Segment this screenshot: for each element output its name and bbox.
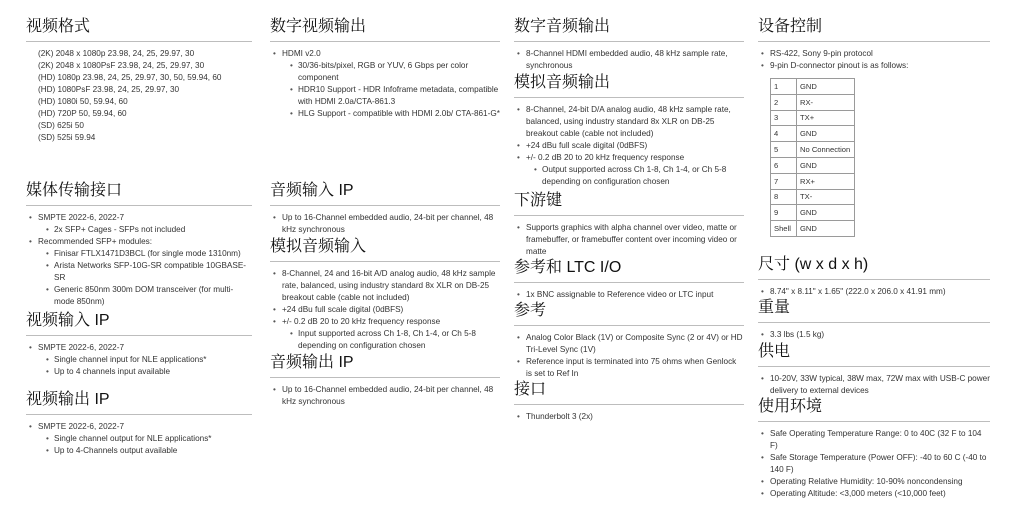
section-title: 媒体传输接口 — [26, 180, 252, 206]
list-item: • 8-Channel, 24 and 16-bit A/D analog audio, 48 kHz sample rate, balanced, using industry standard 8x XLR on DB-25 breakout cable (cable not included) — [270, 268, 500, 304]
list-item: • Generic 850nm 300m DOM transceiver (for multi-mode 850nm) — [26, 284, 252, 308]
list-item: • 1x BNC assignable to Reference video or LTC input — [514, 289, 744, 301]
table-row: 5 No Connection — [771, 142, 855, 158]
list-item: • Up to 4-Channels output available — [26, 445, 252, 457]
section-title: 模拟音频输出 — [514, 72, 744, 98]
section-analog-audio-out — [514, 72, 744, 188]
section-title: 音频输出 IP — [270, 352, 500, 378]
section-video-formats — [26, 16, 252, 144]
section-interface — [514, 379, 744, 423]
section-title: 视频输出 IP — [26, 389, 252, 415]
list-item: • Thunderbolt 3 (2x) — [514, 411, 744, 423]
table-row: 6 GND — [771, 157, 855, 173]
section-title: 尺寸 (w x d x h) — [758, 254, 990, 280]
list-item: • 8-Channel HDMI embedded audio, 48 kHz sample rate, synchronous — [514, 48, 744, 72]
section-device-control — [758, 16, 990, 237]
list-item: • +/- 0.2 dB 20 to 20 kHz frequency response — [270, 316, 500, 328]
section-title: 使用环境 — [758, 396, 990, 422]
section-title: 下游键 — [514, 190, 744, 216]
list-item: • Reference input is terminated into 75 ohms when Genlock is set to Ref In — [514, 356, 744, 380]
list-item: • Operating Relative Humidity: 10-90% noncondensing — [758, 476, 990, 488]
list-item: (2K) 2048 x 1080p 23.98, 24, 25, 29.97, 30 — [38, 49, 195, 58]
table-row: 2 RX- — [771, 94, 855, 110]
list-item: • Safe Storage Temperature (Power OFF): -40 to 60 C (-40 to 140 F) — [758, 452, 990, 476]
section-title: 数字音频输出 — [514, 16, 744, 42]
section-audio-out-ip — [270, 352, 500, 408]
list-item: • SMPTE 2022-6, 2022-7 — [26, 342, 252, 354]
section-downstream-key — [514, 190, 744, 258]
list-item: • +/- 0.2 dB 20 to 20 kHz frequency response — [514, 152, 744, 164]
list-item: (HD) 1080PsF 23.98, 24, 25, 29.97, 30 — [38, 85, 180, 94]
list-item: • Input supported across Ch 1-8, Ch 1-4, or Ch 5-8 depending on configuration chosen — [270, 328, 500, 352]
list-item: • +24 dBu full scale digital (0dBFS) — [514, 140, 744, 152]
list-item: (SD) 525i 59.94 — [38, 133, 96, 142]
list-item: • 3.3 lbs (1.5 kg) — [758, 329, 990, 341]
list-item: • Up to 16-Channel embedded audio, 24-bit per channel, 48 kHz synchronous — [270, 384, 500, 408]
list-item: • HDR10 Support - HDR Infoframe metadata, compatible with HDMI 2.0a/CTA-861.3 — [270, 84, 500, 108]
section-title: 设备控制 — [758, 16, 990, 42]
table-row: 4 GND — [771, 126, 855, 142]
section-environment — [758, 396, 990, 500]
section-reference — [514, 300, 744, 380]
list-item: • 8.74" x 8.11" x 1.65" (222.0 x 206.0 x 41.91 mm) — [758, 286, 990, 298]
table-row: 3 TX+ — [771, 110, 855, 126]
list-item: • HLG Support - compatible with HDMI 2.0b/ CTA-861-G* — [270, 108, 500, 120]
section-power — [758, 341, 990, 397]
table-row: Shell GND — [771, 221, 855, 237]
list-item: • SMPTE 2022-6, 2022-7 — [26, 421, 252, 433]
list-item: • Safe Operating Temperature Range: 0 to 40C (32 F to 104 F) — [758, 428, 990, 452]
table-row: 9 GND — [771, 205, 855, 221]
section-title: 接口 — [514, 379, 744, 405]
list-item: • Operating Altitude: <3,000 meters (<10,000 feet) — [758, 488, 990, 500]
list-item: • Single channel output for NLE applications* — [26, 433, 252, 445]
pinout-table — [770, 78, 855, 237]
list-item: (HD) 1080p 23.98, 24, 25, 29.97, 30, 50, 59.94, 60 — [38, 73, 222, 82]
section-digital-audio-out — [514, 16, 744, 72]
section-title: 供电 — [758, 341, 990, 367]
section-media-interface — [26, 180, 252, 308]
section-title: 数字视频输出 — [270, 16, 500, 42]
list-item: • Analog Color Black (1V) or Composite Sync (2 or 4V) or HD Tri-Level Sync (1V) — [514, 332, 744, 356]
list-item: (HD) 1080i 50, 59.94, 60 — [38, 97, 128, 106]
section-video-out-ip — [26, 389, 252, 457]
section-analog-audio-in — [270, 236, 500, 352]
list-item: • 9-pin D-connector pinout is as follows: — [758, 60, 990, 72]
list-item: • Recommended SFP+ modules: — [26, 236, 252, 248]
section-video-in-ip — [26, 310, 252, 378]
list-item: • 30/36-bits/pixel, RGB or YUV, 6 Gbps per color component — [270, 60, 500, 84]
list-item: • 8-Channel, 24-bit D/A analog audio, 48 kHz sample rate, balanced, using industry standard 8x XLR on DB-25 breakout cable (cable not included) — [514, 104, 744, 140]
list-item: • HDMI v2.0 — [270, 48, 500, 60]
section-audio-in-ip — [270, 180, 500, 236]
section-title: 参考 — [514, 300, 744, 326]
section-title: 音频输入 IP — [270, 180, 500, 206]
section-title: 模拟音频输入 — [270, 236, 500, 262]
list-item: • Up to 4 channels input available — [26, 366, 252, 378]
list-item: • Finisar FTLX1471D3BCL (for single mode 1310nm) — [26, 248, 252, 260]
list-item: • Output supported across Ch 1-8, Ch 1-4, or Ch 5-8 depending on configuration chosen — [514, 164, 744, 188]
section-weight — [758, 297, 990, 341]
list-item: • Supports graphics with alpha channel over video, matte or framebuffer, or framebuffer content over incoming video or matte — [514, 222, 744, 258]
list-item: • Single channel input for NLE applications* — [26, 354, 252, 366]
section-dimensions — [758, 254, 990, 298]
section-reference-ltc — [514, 257, 744, 301]
table-row: 1 GND — [771, 79, 855, 95]
list-item: (HD) 720P 50, 59.94, 60 — [38, 109, 127, 118]
section-digital-video-out — [270, 16, 500, 120]
section-title: 重量 — [758, 297, 990, 323]
section-title: 视频输入 IP — [26, 310, 252, 336]
list-item: (SD) 625i 50 — [38, 121, 84, 130]
list-item: • +24 dBu full scale digital (0dBFS) — [270, 304, 500, 316]
list-item: • 10-20V, 33W typical, 38W max, 72W max with USB-C power delivery to external devices — [758, 373, 990, 397]
section-title: 视频格式 — [26, 16, 252, 42]
list-item: (2K) 2048 x 1080PsF 23.98, 24, 25, 29.97, 30 — [38, 61, 205, 70]
list-item: • 2x SFP+ Cages - SFPs not included — [26, 224, 252, 236]
list-item: • SMPTE 2022-6, 2022-7 — [26, 212, 252, 224]
section-title: 参考和 LTC I/O — [514, 257, 744, 283]
table-row: 7 RX+ — [771, 173, 855, 189]
list-item: • RS-422, Sony 9-pin protocol — [758, 48, 990, 60]
list-item: • Arista Networks SFP-10G-SR compatible 10GBASE-SR — [26, 260, 252, 284]
list-item: • Up to 16-Channel embedded audio, 24-bit per channel, 48 kHz synchronous — [270, 212, 500, 236]
table-row: 8 TX- — [771, 189, 855, 205]
